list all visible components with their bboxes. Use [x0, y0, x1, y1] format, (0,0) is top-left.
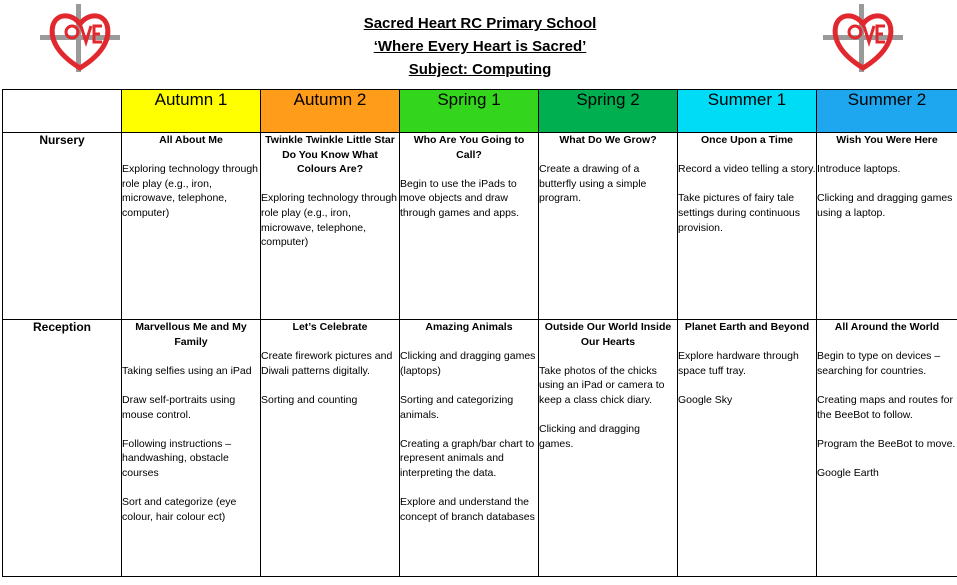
- cell-text: Clicking and dragging games.: [539, 423, 640, 450]
- cell-text: Begin to use the iPads to move objects and draw through games and apps.: [400, 177, 520, 219]
- cell-title: All Around the World: [834, 321, 940, 333]
- document-header: [250, 12, 710, 81]
- header-corner-cell: [3, 90, 122, 133]
- row-label-nursery: Nursery: [3, 133, 122, 320]
- cell-title: Twinkle Twinkle Little Star Do You Know What Colours Are?: [265, 134, 395, 176]
- nursery-spring-1-cell: [400, 133, 539, 320]
- cell-text: Exploring technology through role play (e.g., iron, microwave, telephone, computer): [122, 163, 259, 219]
- cell-text: Explore hardware through space tuff tray.: [678, 350, 799, 377]
- cell-text: Exploring technology through role play (e.g., iron, microwave, telephone, computer): [261, 192, 398, 249]
- cell-title: Marvellous Me and My Family: [135, 321, 247, 348]
- nursery-autumn-1-cell: [122, 133, 261, 320]
- term-header-autumn-2: Autumn 2: [261, 90, 400, 133]
- term-header-autumn-1: Autumn 1: [122, 90, 261, 133]
- term-header-summer-2: Summer 2: [817, 90, 957, 133]
- cell-text: Google Sky: [678, 393, 733, 406]
- cell-text: Creating maps and routes for the BeeBot to follow.: [817, 393, 953, 421]
- cell-text: Explore and understand the concept of branch databases: [400, 496, 535, 523]
- school-name: Sacred Heart RC Primary School: [363, 15, 597, 32]
- cell-title: Once Upon a Time: [701, 134, 793, 146]
- cell-title: Who Are You Going to Call?: [413, 134, 525, 161]
- term-header-row: [3, 90, 957, 133]
- cell-text: Program the BeeBot to move.: [817, 437, 956, 450]
- cell-title: What Do We Grow?: [559, 134, 657, 146]
- cell-title: Amazing Animals: [425, 321, 513, 333]
- cell-text: Introduce laptops.: [817, 163, 901, 176]
- school-logo-right: [823, 4, 903, 72]
- cell-text: Create firework pictures and Diwali patterns digitally.: [261, 350, 393, 377]
- cell-text: Create a drawing of a butterfly using a simple program.: [539, 163, 647, 205]
- nursery-summer-1-cell: [678, 133, 817, 320]
- reception-autumn-2-cell: [261, 320, 400, 577]
- curriculum-table: [2, 89, 957, 577]
- cell-text: Record a video telling a story.: [678, 163, 816, 176]
- love-heart-cross-logo-icon: [40, 4, 120, 72]
- row-label-reception: Reception: [3, 320, 122, 577]
- reception-summer-2-cell: [817, 320, 957, 577]
- reception-spring-2-cell: [539, 320, 678, 577]
- cell-text: Take pictures of fairy tale settings during continuous provision.: [678, 192, 800, 234]
- school-logo-left: [40, 4, 120, 72]
- cell-text: Google Earth: [817, 466, 879, 479]
- reception-summer-1-cell: [678, 320, 817, 577]
- cell-text: Take photos of the chicks using an iPad or camera to keep a class chick diary.: [539, 364, 665, 406]
- reception-spring-1-cell: [400, 320, 539, 577]
- nursery-row: [3, 133, 957, 320]
- cell-title: Planet Earth and Beyond: [684, 321, 810, 333]
- nursery-autumn-2-cell: [261, 133, 400, 320]
- cell-text: Sorting and categorizing animals.: [400, 393, 514, 421]
- term-header-spring-1: Spring 1: [400, 90, 539, 133]
- cell-text: Following instructions – handwashing, obstacle courses: [122, 437, 232, 479]
- school-motto: ‘Where Every Heart is Sacred’: [373, 38, 587, 55]
- cell-text: Creating a graph/bar chart to represent animals and interpreting the data.: [400, 437, 535, 479]
- cell-title: All About Me: [159, 134, 223, 146]
- cell-title: Outside Our World Inside Our Hearts: [544, 321, 672, 348]
- subject-title: Subject: Computing: [408, 61, 552, 78]
- cell-title: Let’s Celebrate: [292, 321, 368, 333]
- nursery-summer-2-cell: [817, 133, 957, 320]
- cell-text: Draw self-portraits using mouse control.: [122, 393, 236, 421]
- love-heart-cross-logo-icon: [823, 4, 903, 72]
- term-header-spring-2: Spring 2: [539, 90, 678, 133]
- term-header-summer-1: Summer 1: [678, 90, 817, 133]
- cell-text: Clicking and dragging games using a laptop.: [817, 192, 953, 219]
- cell-text: Taking selfies using an iPad: [122, 364, 252, 377]
- cell-text: Sort and categorize (eye colour, hair colour ect): [122, 496, 237, 523]
- cell-text: Begin to type on devices – searching for countries.: [817, 350, 941, 377]
- cell-text: Sorting and counting: [261, 393, 358, 406]
- cell-text: Clicking and dragging games (laptops): [400, 350, 536, 377]
- reception-row: [3, 320, 957, 577]
- reception-autumn-1-cell: [122, 320, 261, 577]
- nursery-spring-2-cell: [539, 133, 678, 320]
- cell-title: Wish You Were Here: [836, 134, 938, 146]
